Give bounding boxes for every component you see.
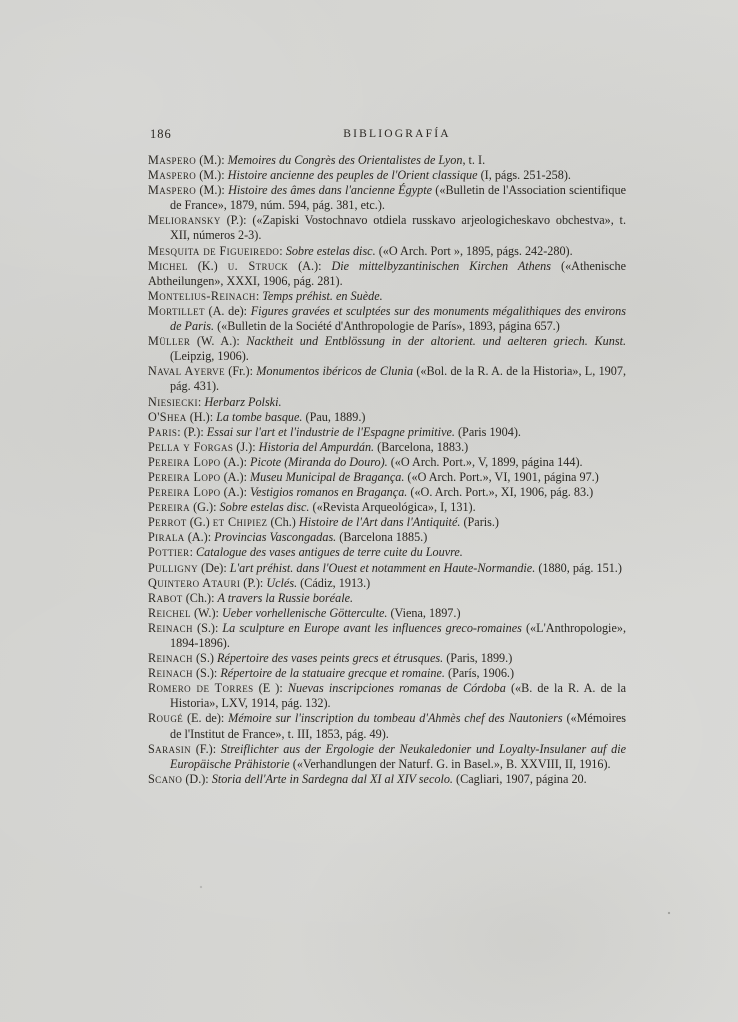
entry-author: Melioransky [148, 213, 221, 228]
entry-author: Pereira [148, 500, 191, 515]
bibliography-entry [148, 772, 626, 787]
entry-detail: (Paris 1904). [454, 424, 521, 439]
entry-detail: (Ch.): [182, 590, 218, 605]
entry-title: Uclés. [266, 575, 298, 590]
entry-title: Streiflichter aus der Ergologie der Neukaledonier und Loyalty-Insulaner auf die Europäische Prähistorie [170, 741, 626, 771]
entry-title: Vestigios romanos en Bragança. [250, 485, 408, 500]
entry-detail: (P.): [240, 575, 267, 590]
entry-detail: (1880, pág. 151.) [535, 560, 622, 575]
entry-author: Reichel [148, 605, 191, 620]
bibliography-entry [148, 470, 626, 485]
entry-title: Sobre estelas disc. [285, 243, 376, 258]
page-header-title: BIBLIOGRAFÍA [343, 128, 451, 140]
entry-author: Pottier [148, 545, 190, 560]
entry-detail: («Revista Arqueológica», I, 131). [309, 500, 476, 515]
entry-title: Memoires du Congrès des Orientalistes de Lyon [227, 153, 463, 167]
entry-detail: (M.): [196, 153, 228, 167]
bibliography-entry [148, 259, 626, 289]
entry-author: Reinach [148, 620, 193, 635]
entry-detail: (G.): [190, 500, 220, 515]
entry-title: Histoire des âmes dans l'ancienne Égypte [228, 183, 433, 198]
bibliography-entry [148, 530, 626, 545]
bibliography-entry [148, 244, 626, 259]
entry-title: Nacktheit und Entblössung in der altorient. und aelteren griech. Kunst. [246, 334, 627, 349]
bibliography-entry [148, 183, 626, 213]
entry-title: La sculpture en Europe avant les influences greco-romaines [222, 620, 522, 635]
entry-title: Figures gravées et sculptées sur des monuments mégalithiques des environs de Paris. [170, 303, 626, 334]
entry-title: Mémoire sur l'inscription du tombeau d'Ahmès chef des Nautoniers [228, 711, 563, 726]
entry-detail: (J.): [233, 439, 259, 454]
entry-title: Ueber vorhellenische Götterculte. [221, 605, 388, 620]
entry-detail: (Cagliari, 1907, página 20. [452, 771, 587, 786]
entry-author: Reinach [148, 651, 193, 666]
entry-detail: , t. I. [462, 153, 486, 167]
entry-detail: : (P.): [177, 424, 207, 439]
bibliography-entry [148, 410, 626, 425]
entry-detail: (W.): [190, 605, 222, 620]
entry-title: Die mittelbyzantinischen Kirchen Athens [331, 258, 552, 273]
entry-title: La tombe basque. [216, 409, 303, 424]
entry-detail: (De): [197, 560, 230, 575]
bibliography-entry [148, 168, 626, 183]
entry-detail: (M.): [196, 183, 229, 198]
entry-author: Pereira Lopo [148, 485, 221, 500]
entry-detail: (P.): («Zapiski Vostochnavo otdiela russkavo arjeologicheskavo obchestva», t. XII, números 2-3). [170, 213, 626, 243]
entry-author: Sarasin [148, 741, 192, 756]
entry-author: Rabot [148, 590, 183, 605]
entry-author: Perrot [148, 515, 187, 530]
entry-detail: (A.): [220, 454, 251, 469]
bibliography-entry [148, 515, 626, 530]
entry-detail: (S.) [192, 651, 217, 666]
entry-detail: : [189, 545, 197, 560]
entry-author: Maspero [148, 153, 197, 167]
entry-detail: («B. de la R. A. de la Historia», LXV, 1914, pág. 132). [170, 681, 627, 711]
entry-title: Histoire de l'Art dans l'Antiquité. [298, 515, 461, 530]
entry-author: Montelius-Reinach [148, 288, 256, 303]
entry-detail: (París, 1906.) [444, 666, 515, 681]
entry-title: Histoire ancienne des peuples de l'Orient classique [227, 168, 478, 183]
bibliography-entry [148, 606, 626, 621]
bibliography-entry [148, 711, 626, 741]
entry-detail: («Mémoires de l'Institut de France», t. III, 1853, pág. 49). [170, 711, 627, 741]
entry-title: Répertoire des vases peints grecs et étrusques. [216, 651, 444, 666]
entry-author: Naval Ayerve [148, 364, 225, 379]
page-number: 186 [150, 127, 172, 141]
entry-detail: : [255, 288, 263, 303]
entry-detail: (E ): [253, 681, 288, 696]
entry-detail: (Barcelona, 1883.) [374, 439, 469, 454]
entry-detail: (S.): [192, 620, 223, 635]
entry-author: Rougé [148, 711, 184, 726]
entry-detail: (A.): [220, 485, 251, 500]
bibliography-entry [148, 742, 626, 772]
entry-author: Pulligny [148, 560, 198, 575]
entry-detail: : [197, 394, 205, 409]
entry-title: Picote (Miranda do Douro). [250, 454, 388, 469]
entry-detail: (Viena, 1897.) [387, 605, 461, 620]
entry-detail: («O Arch. Port », 1895, págs. 242-280). [375, 243, 573, 258]
entry-detail: (F.): [191, 741, 221, 756]
entry-detail: (A.): [184, 530, 215, 545]
page-header [148, 126, 626, 142]
entry-detail: («O. Arch. Port.», XI, 1906, pág. 83.) [407, 485, 594, 500]
entry-title: Storia dell'Arte in Sardegna dal XI al XIV secolo. [211, 771, 453, 786]
entry-detail: (D.): [182, 771, 212, 786]
entry-detail: (I, págs. 251-258). [477, 168, 571, 183]
entry-detail: (Ch.) [267, 515, 299, 530]
bibliography-entry [148, 576, 626, 591]
entry-detail: (S.): [192, 666, 221, 681]
entry-title: Sobre estelas disc. [219, 500, 310, 515]
entry-detail: («Verhandlungen der Naturf. G. in Basel.», B. XXVIII, II, 1916). [289, 756, 611, 771]
entry-author: Pereira Lopo [148, 454, 221, 469]
entry-author: Quintero Atauri [148, 575, 241, 590]
entry-detail: (H.): [186, 409, 217, 424]
entry-author: Mortillet [148, 303, 205, 318]
entry-author: Pereira Lopo [148, 469, 221, 484]
entry-title: Herbarz Polski. [204, 394, 282, 409]
bibliography-entry [148, 425, 626, 440]
bibliography-entry [148, 561, 626, 576]
entry-author: Michel [148, 258, 188, 273]
entry-title: Temps préhist. en Suède. [262, 288, 383, 303]
entry-author: u. Struck [227, 258, 289, 273]
entry-author: Pella y Forgas [148, 439, 234, 454]
bibliography-entry [148, 440, 626, 455]
bibliography-entry [148, 500, 626, 515]
entry-author: Scano [148, 771, 183, 786]
entry-detail: (A.): [220, 469, 251, 484]
entry-detail: (A.): [288, 258, 332, 273]
entry-detail: («O Arch. Port.», V, 1899, página 144). [387, 454, 583, 469]
entry-detail: («Athenische Abtheilungen», XXXI, 1906, pág. 281). [148, 258, 626, 288]
entry-detail: (G.) [186, 515, 213, 530]
entry-title: Catalogue des vases antigues de terre cuite du Louvre. [196, 545, 463, 560]
entry-author: Maspero [148, 168, 197, 183]
entry-detail: (Leipzig, 1906). [170, 349, 249, 364]
entry-detail: (E. de): [183, 711, 229, 726]
bibliography-entry [148, 304, 626, 334]
entry-author: et Chipiez [212, 515, 268, 530]
entry-detail: : [279, 243, 286, 258]
bibliography-entry [148, 334, 626, 364]
entry-author: Niesiecki [148, 394, 198, 409]
entry-detail: (Paris.) [460, 515, 499, 530]
bibliography-entry [148, 545, 626, 560]
bibliography-entry [148, 621, 626, 651]
entry-author: Paris [148, 424, 178, 439]
entry-detail: («Bulletin de l'Association scientifique de France», 1879, núm. 594, pág. 381, etc.). [170, 183, 626, 213]
entry-title: Provincias Vascongadas. [214, 530, 337, 545]
entry-author: Maspero [148, 183, 197, 198]
entry-author: Müller [148, 334, 191, 349]
bibliography-entry [148, 666, 626, 681]
entry-detail: (Cádiz, 1913.) [297, 575, 371, 590]
entry-detail: (W. A.): [190, 334, 247, 349]
bibliography-entry [148, 395, 626, 410]
entry-title: Essai sur l'art et l'industrie de l'Espagne primitive. [206, 424, 455, 439]
bibliography-entry [148, 681, 626, 711]
entry-detail: (K.) [187, 258, 228, 273]
entry-detail: (Pau, 1889.) [302, 409, 366, 424]
entry-author: Pirala [148, 530, 185, 545]
entry-detail: (A. de): [204, 303, 251, 318]
entry-detail: («L'Anthropologie», 1894-1896). [170, 620, 626, 650]
entry-title: Historia del Ampurdán. [258, 439, 375, 454]
bibliography-list [148, 153, 626, 787]
entry-detail: («O Arch. Port.», VI, 1901, página 97.) [404, 469, 599, 484]
entry-title: A travers la Russie boréale. [217, 590, 354, 605]
bibliography-entry [148, 364, 626, 394]
bibliography-entry [148, 213, 626, 243]
entry-author: Romero de Torres [148, 681, 254, 696]
bibliography-entry [148, 591, 626, 606]
entry-title: Monumentos ibéricos de Clunia [256, 364, 414, 379]
entry-author: Mesquita de Figueiredo [148, 243, 280, 258]
entry-detail: (Paris, 1899.) [443, 651, 513, 666]
entry-detail: (M.): [196, 168, 228, 183]
entry-author: O'Shea [148, 409, 187, 424]
bibliography-entry [148, 153, 626, 168]
entry-detail: (Barcelona 1885.) [336, 530, 428, 545]
entry-title: L'art préhist. dans l'Ouest et notamment en Haute-Normandie. [229, 560, 536, 575]
bibliography-entry [148, 289, 626, 304]
bibliography-entry [148, 455, 626, 470]
entry-title: Museu Municipal de Bragança. [250, 469, 405, 484]
bibliography-entry [148, 651, 626, 666]
entry-detail: («Bulletin de la Société d'Anthropologie de París», 1893, página 657.) [214, 319, 560, 334]
entry-author: Reinach [148, 666, 193, 681]
bibliography-entry [148, 485, 626, 500]
entry-title: Répertoire de la statuaire grecque et romaine. [220, 666, 445, 681]
entry-detail: («Bol. de la R. A. de la Historia», L, 1907, pág. 431). [170, 364, 627, 394]
entry-title: Nuevas inscripciones romanas de Córdoba [287, 681, 506, 696]
entry-detail: (Fr.): [224, 364, 257, 379]
